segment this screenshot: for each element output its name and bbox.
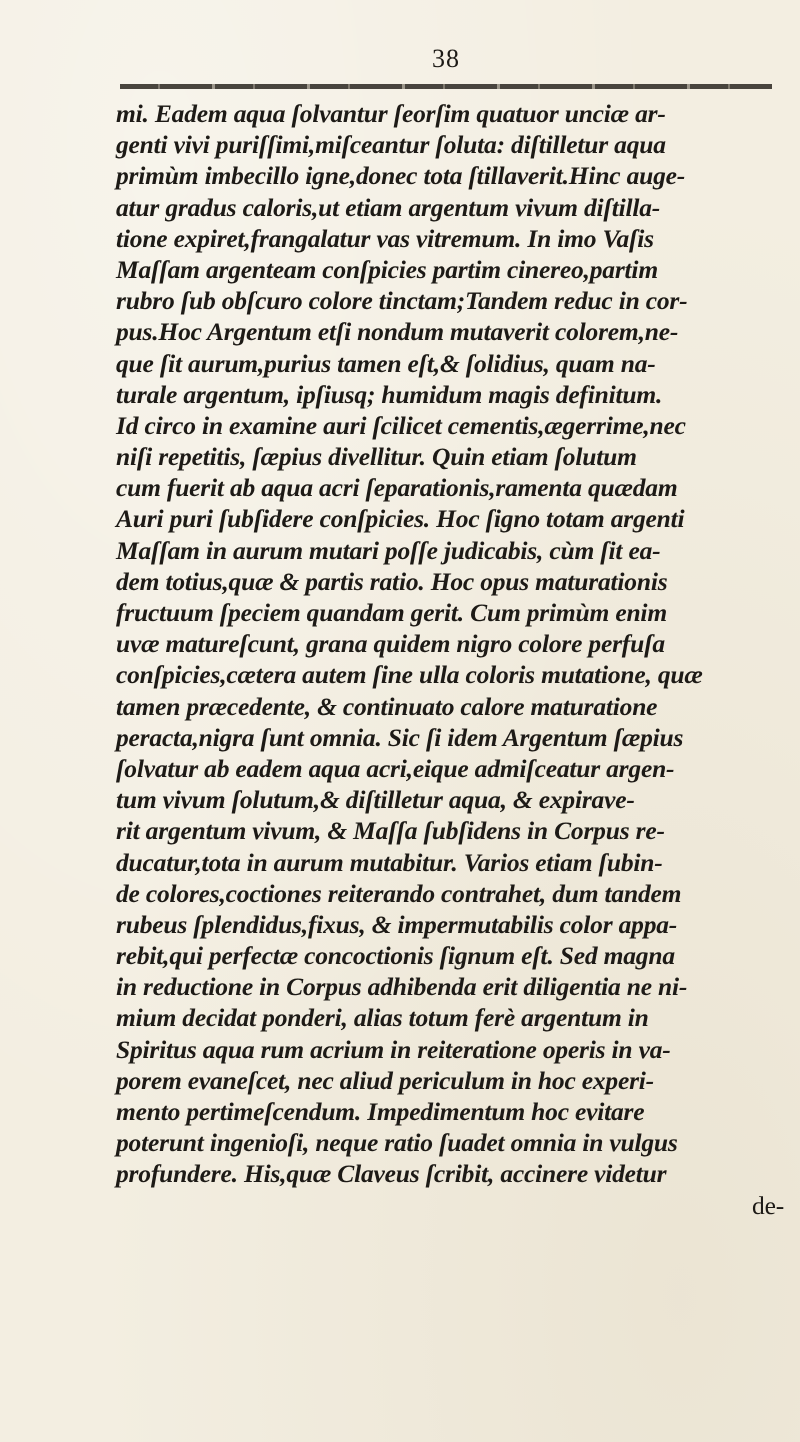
text-line: poterunt ingenioſi, neque ratio ſuadet omnia in vulgus bbox=[116, 1128, 678, 1158]
text-line: genti vivi puriſſimi,miſceantur ſoluta: diſtilletur aqua bbox=[116, 130, 666, 160]
header-rule bbox=[120, 84, 772, 89]
text-line: turale argentum, ipſiusq; humidum magis definitum. bbox=[116, 379, 663, 409]
text-line: dem totius,quæ & partis ratio. Hoc opus maturationis bbox=[116, 566, 668, 596]
text-line: tione expiret,frangalatur vas vitremum. In imo Vaſis bbox=[116, 223, 654, 253]
text-line: atur gradus caloris,ut etiam argentum vivum diſtilla- bbox=[116, 192, 661, 222]
text-line: mento pertimeſcendum. Impedimentum hoc evitare bbox=[116, 1097, 645, 1126]
text-line: Maſſam argenteam conſpicies partim cinereo,partim bbox=[116, 254, 658, 284]
text-line: peracta,nigra ſunt omnia. Sic ſi idem Argentum ſæpius bbox=[116, 722, 684, 752]
text-line: ſolvatur ab eadem aqua acri,eique admiſceatur argen- bbox=[116, 753, 675, 783]
text-line: tum vivum ſolutum,& diſtilletur aqua, & expirave- bbox=[116, 785, 635, 815]
text-line: Auri puri ſubſidere conſpicies. Hoc ſigno totam argenti bbox=[116, 504, 685, 534]
page-number: 38 bbox=[432, 44, 460, 73]
text-line: uvæ matureſcunt, grana quidem nigro colore perfuſa bbox=[116, 629, 665, 659]
text-line: mi. Eadem aqua ſolvantur ſeorſim quatuor unciæ ar- bbox=[116, 99, 666, 128]
text-line: rubro ſub obſcuro colore tinctam;Tandem reduc in cor- bbox=[116, 286, 688, 316]
text-line: de colores,coctiones reiterando contrahet, dum tandem bbox=[116, 878, 682, 908]
text-line: rit argentum vivum, & Maſſa ſubſidens in Corpus re- bbox=[116, 816, 665, 846]
text-line: cum fuerit ab aqua acri ſeparationis,ramenta quædam bbox=[116, 473, 678, 503]
text-line: conſpicies,cætera autem ſine ulla coloris mutatione, quæ bbox=[116, 660, 703, 690]
text-line: primùm imbecillo igne,donec tota ſtillaverit.Hinc auge- bbox=[116, 161, 686, 191]
text-line: pus.Hoc Argentum etſi nondum mutaverit colorem,ne- bbox=[116, 317, 679, 347]
text-line: mium decidat ponderi, alias totum ferè argentum in bbox=[116, 1003, 649, 1033]
text-line: porem evaneſcet, nec aliud periculum in hoc experi- bbox=[116, 1065, 654, 1095]
catchword: de- bbox=[752, 1190, 784, 1220]
text-line: rebit,qui perfectæ concoctionis ſignum eſt. Sed magna bbox=[116, 941, 675, 971]
text-line: que ſit aurum,purius tamen eſt,& ſolidius, quam na- bbox=[116, 348, 656, 378]
text-line: rubeus ſplendidus,fixus, & impermutabilis color appa- bbox=[116, 909, 678, 939]
text-line: Spiritus aqua rum acrium in reiteratione operis in va- bbox=[116, 1034, 671, 1064]
text-line: in reductione in Corpus adhibenda erit diligentia ne ni- bbox=[116, 972, 688, 1002]
text-line: niſi repetitis, ſæpius divellitur. Quin etiam ſolutum bbox=[116, 442, 637, 472]
text-line: fructuum ſpeciem quandam gerit. Cum primùm enim bbox=[116, 598, 667, 627]
body-text bbox=[116, 98, 784, 1221]
text-line: ducatur,tota in aurum mutabitur. Varios etiam ſubin- bbox=[116, 847, 663, 877]
text-line: profundere. His,quæ Claveus ſcribit, accinere videtur bbox=[116, 1159, 667, 1189]
text-line: Maſſam in aurum mutari poſſe judicabis, cùm ſit ea- bbox=[116, 535, 661, 565]
text-line: tamen præcedente, & continuato calore maturatione bbox=[116, 691, 658, 721]
text-line: Id circo in examine auri ſcilicet cementis,ægerrime,nec bbox=[116, 410, 686, 440]
